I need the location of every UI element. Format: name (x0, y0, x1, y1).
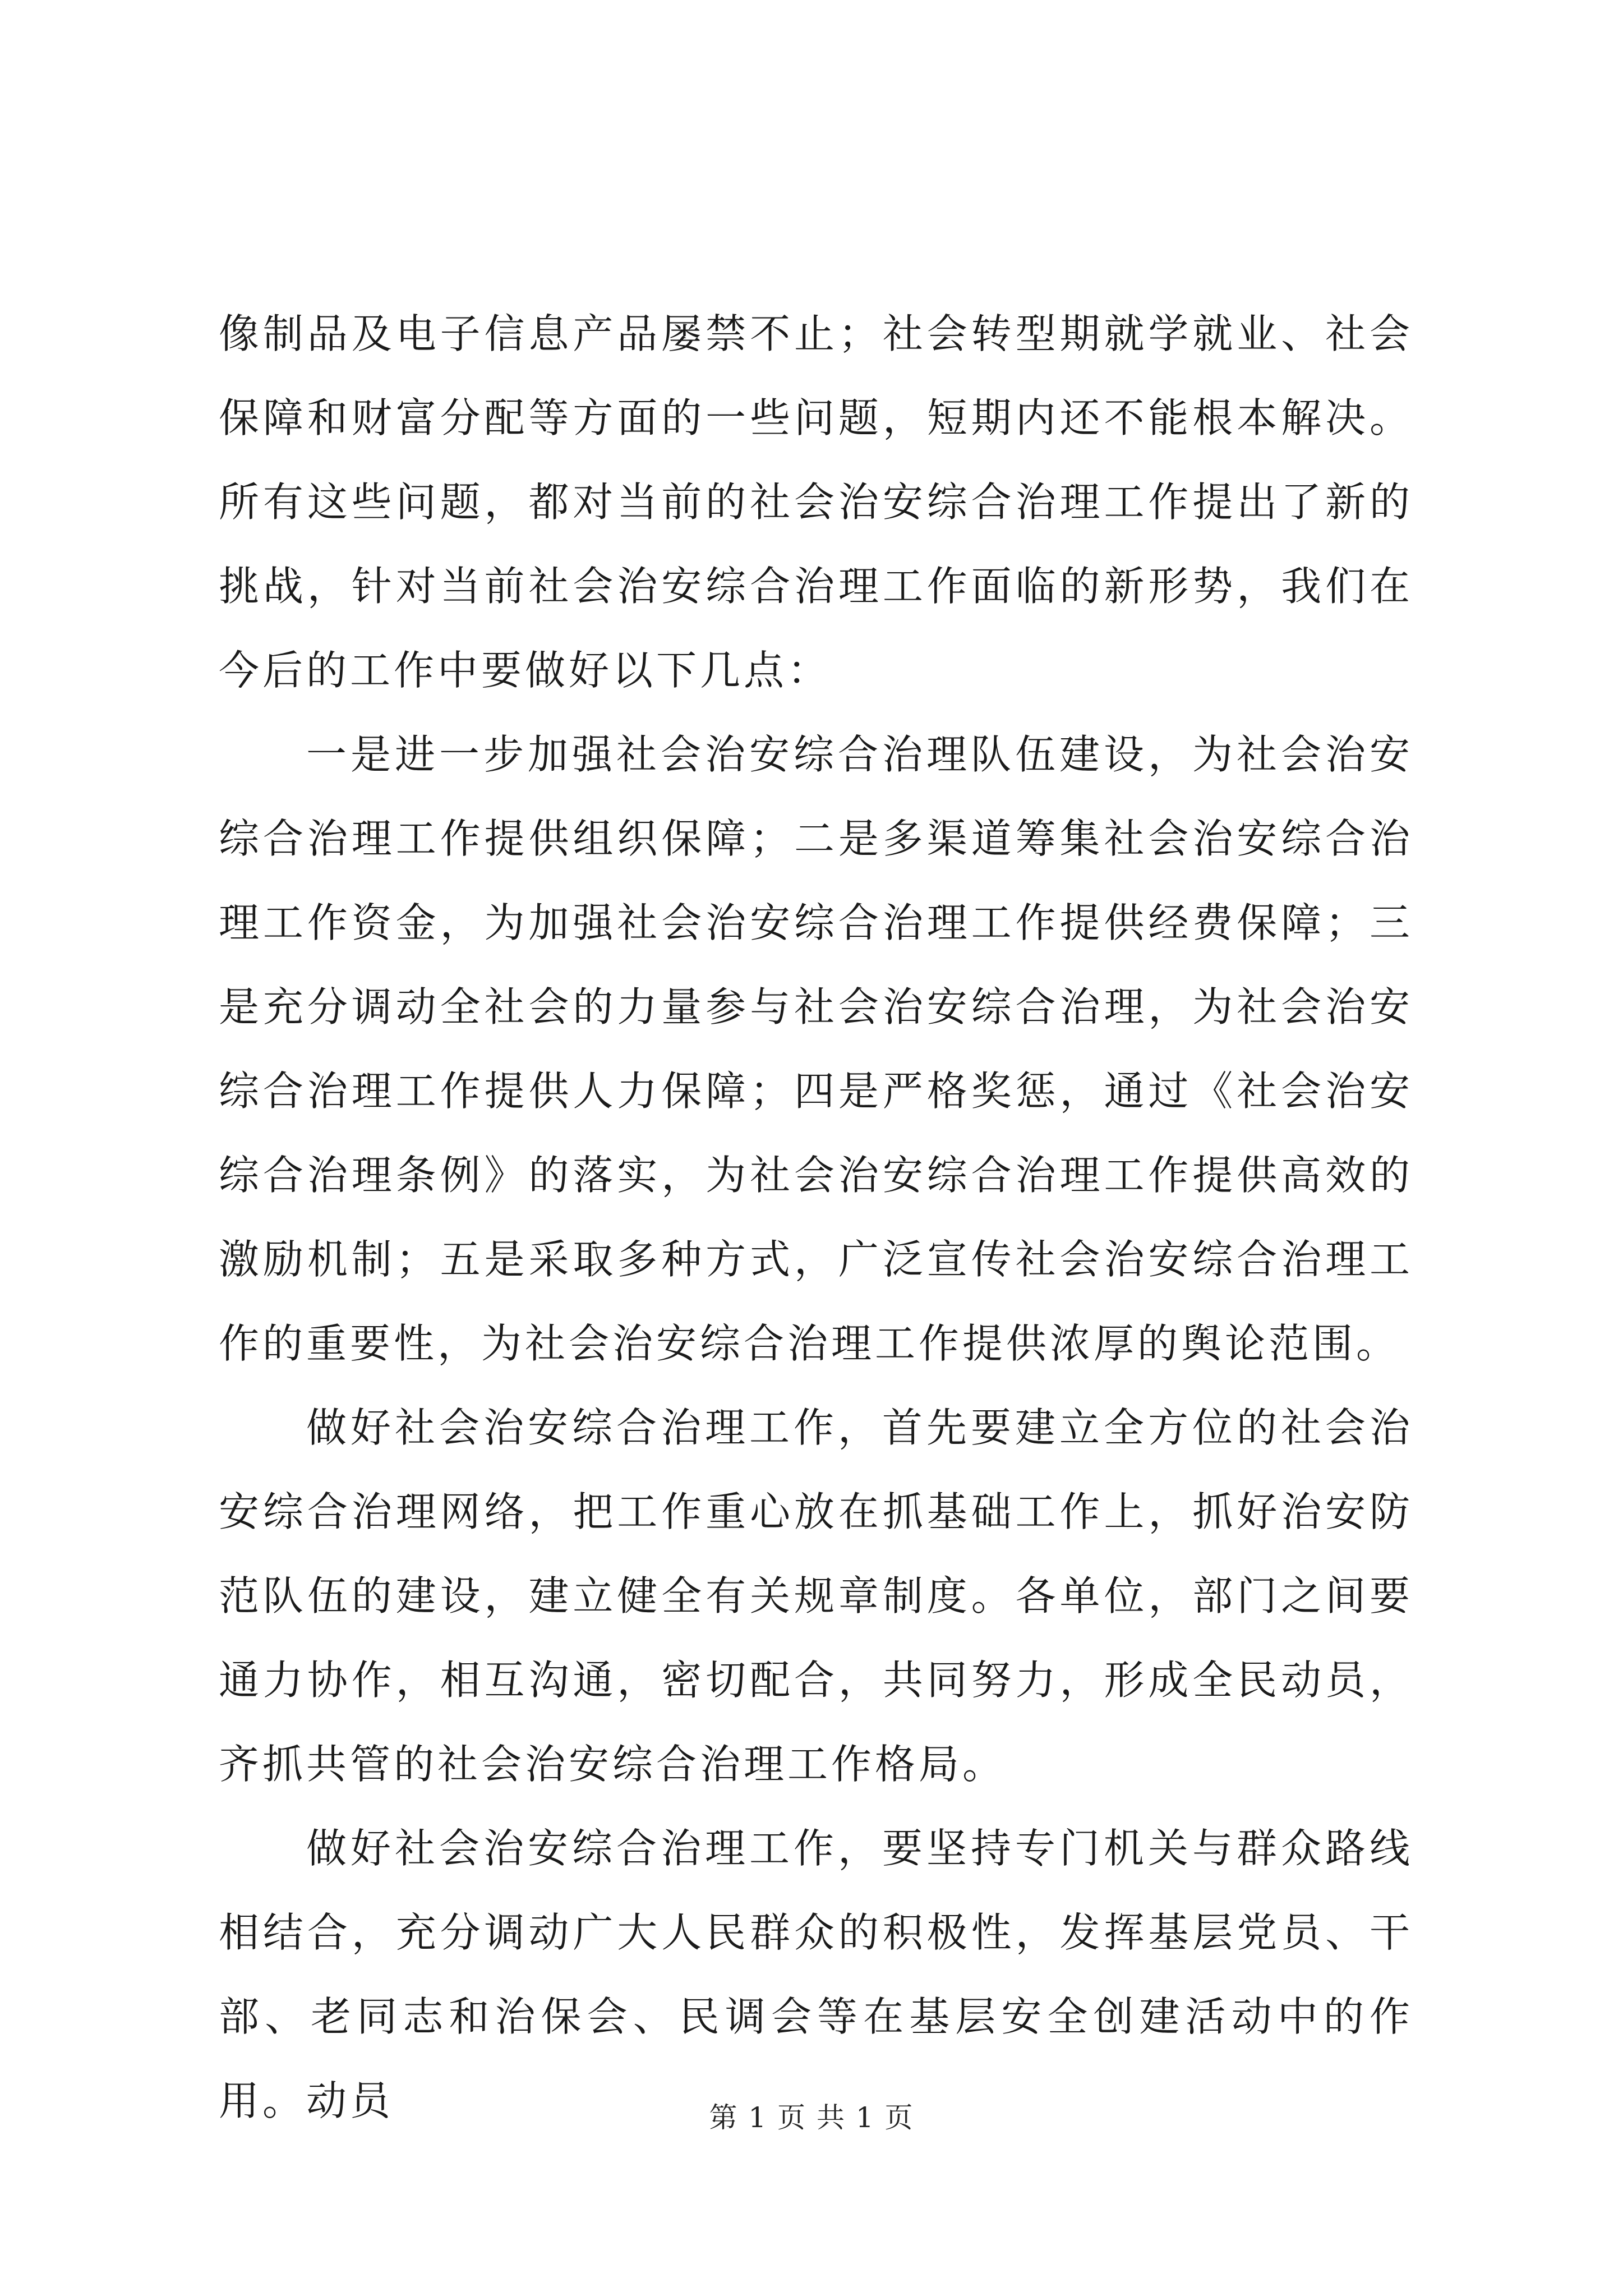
paragraph-network: 做好社会治安综合治理工作，首先要建立全方位的社会治安综合治理网络，把工作重心放在抓基础工作上，抓好治安防范队伍的建设，建立健全有关规章制度。各单位，部门之间要通力协作，相互沟通，密切配合，共同努力，形成全民动员，齐抓共管的社会治安综合治理工作格局。 (219, 1404, 1413, 1788)
paragraph-mass-line: 做好社会治安综合治理工作，要坚持专门机关与群众路线相结合，充分调动广大人民群众的积极性，发挥基层党员、干部、老同志和治保会、民调会等在基层安全创建活动中的作用。动员 (219, 1825, 1413, 2124)
paragraph-five-points: 一是进一步加强社会治安综合治理队伍建设，为社会治安综合治理工作提供组织保障；二是多渠道筹集社会治安综合治理工作资金，为加强社会治安综合治理工作提供经费保障；三是充分调动全社会的力量参与社会治安综合治理，为社会治安综合治理工作提供人力保障；四是严格奖惩，通过《社会治安综合治理条例》的落实，为社会治安综合治理工作提供高效的激励机制；五是采取多种方式，广泛宣传社会治安综合治理工作的重要性，为社会治安综合治理工作提供浓厚的舆论范围。 (219, 731, 1413, 1367)
paragraph-continuation: 像制品及电子信息产品屡禁不止；社会转型期就学就业、社会保障和财富分配等方面的一些问题，短期内还不能根本解决。所有这些问题，都对当前的社会治安综合治理工作提出了新的挑战，针对当前社会治安综合治理工作面临的新形势，我们在今后的工作中要做好以下几点： (219, 310, 1413, 694)
page-footer: 第 1 页 共 1 页 (709, 2101, 914, 2134)
document-body (219, 292, 1413, 2143)
